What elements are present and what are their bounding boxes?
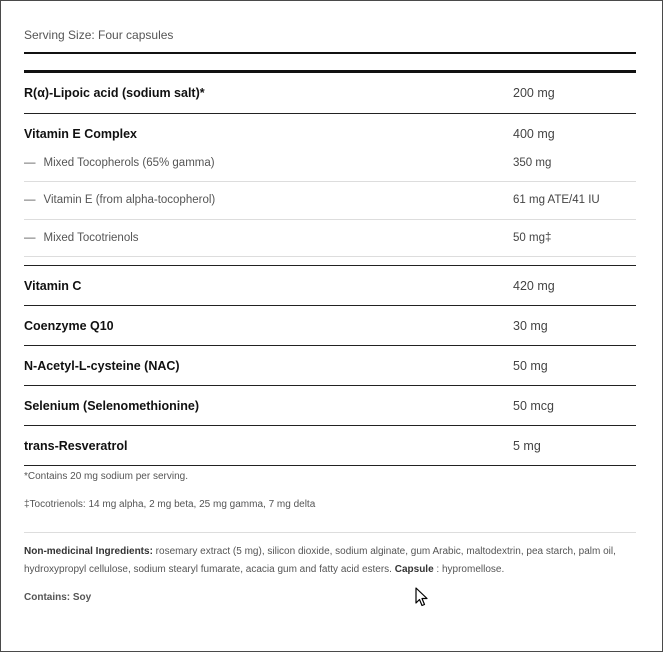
- ingredient-name: Vitamin E (from alpha-tocopherol): [43, 194, 216, 206]
- capsule-label: Capsule: [394, 564, 434, 575]
- dash-marker: —: [24, 157, 36, 169]
- ingredient-name: Mixed Tocopherols (65% gamma): [43, 157, 215, 169]
- top-rule: [24, 52, 636, 54]
- ingredient-name: N-Acetyl-L-cysteine (NAC): [24, 359, 180, 373]
- ingredient-name: Vitamin E Complex: [24, 127, 137, 141]
- non-medicinal-ingredients: [24, 543, 636, 579]
- row-divider: [24, 181, 636, 182]
- ingredient-name: Vitamin C: [24, 279, 82, 293]
- non-medicinal-text: rosemary extract (5 mg), silicon dioxide, sodium alginate, gum Arabic, maltodextrin, pea starch, palm oil, hydroxypropyl cellulose, sodium stearyl fumarate, acacia gum and fatty acid esters.: [24, 546, 616, 575]
- ingredient-name: Selenium (Selenomethionine): [24, 399, 200, 413]
- row-divider: [24, 345, 636, 346]
- row-divider: [24, 305, 636, 306]
- row-divider: [24, 425, 636, 426]
- ingredient-name: Coenzyme Q10: [24, 319, 114, 333]
- ingredient-amount: 5 mg: [513, 439, 541, 453]
- ingredient-amount: 50 mg‡: [513, 232, 552, 244]
- section-divider: [24, 532, 636, 533]
- row-divider: [24, 113, 636, 114]
- ingredient-name: trans-Resveratrol: [24, 439, 128, 453]
- mouse-pointer-icon: [415, 587, 429, 607]
- row-divider: [24, 219, 636, 220]
- row-divider: [24, 256, 636, 257]
- ingredient-amount: 400 mg: [513, 127, 555, 141]
- non-medicinal-label: Non-medicinal Ingredients:: [24, 546, 153, 557]
- capsule-text: : hypromellose.: [433, 564, 505, 575]
- header-rule: [24, 70, 636, 73]
- ingredient-name: Mixed Tocotrienols: [43, 232, 139, 244]
- ingredient-amount: 30 mg: [513, 319, 548, 333]
- ingredient-amount: 50 mcg: [513, 399, 554, 413]
- row-divider: [24, 385, 636, 386]
- ingredient-name: R(α)-Lipoic acid (sodium salt)*: [24, 86, 205, 100]
- row-divider: [24, 265, 636, 266]
- dash-marker: —: [24, 194, 36, 206]
- allergen-statement: Contains: Soy: [24, 592, 92, 603]
- dash-marker: —: [24, 232, 36, 244]
- row-divider: [24, 465, 636, 466]
- ingredient-amount: 420 mg: [513, 279, 555, 293]
- tocotrienol-footnote: ‡Tocotrienols: 14 mg alpha, 2 mg beta, 25 mg gamma, 7 mg delta: [24, 499, 316, 510]
- ingredient-amount: 200 mg: [513, 86, 555, 100]
- serving-size: Serving Size: Four capsules: [24, 28, 174, 42]
- ingredient-amount: 350 mg: [513, 157, 552, 169]
- sodium-footnote: *Contains 20 mg sodium per serving.: [24, 471, 188, 482]
- ingredient-amount: 50 mg: [513, 359, 548, 373]
- ingredient-amount: 61 mg ATE/41 IU: [513, 194, 600, 206]
